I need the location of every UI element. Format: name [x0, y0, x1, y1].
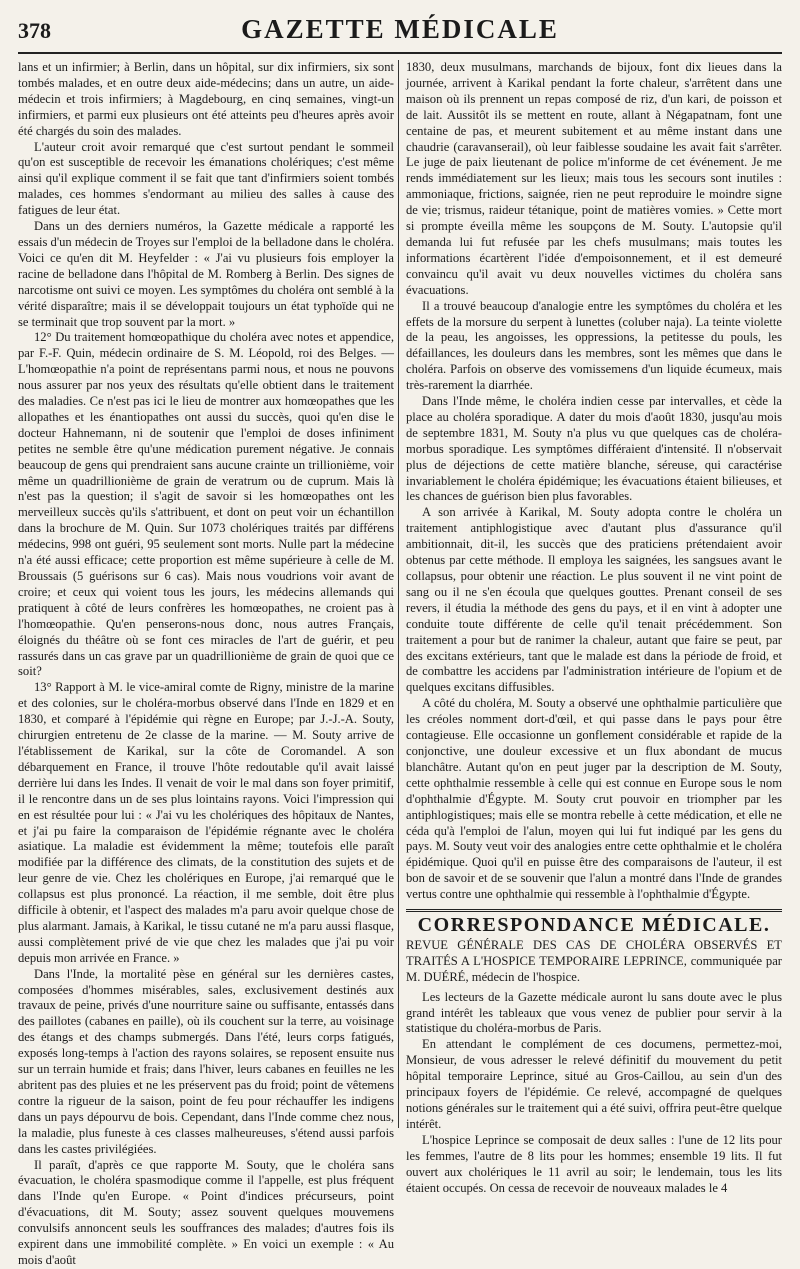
paragraph: 13° Rapport à M. le vice-amiral comte de Rigny, ministre de la marine et des colonies, sur le choléra-morbus observé dans l'Inde en 1829 et en 1830, et comparé à l'épidémie qui règne en Europe; par J.-J.-A. Souty, chirurgien entretenu de 2e classe de la marine. — M. Souty arrive de l'établissement de Karikal, sur la côte de Coromandel. A son débarquement en France, il trouve l'hôte redoutable qu'il avait laissé derrière lui dans les Indes. Il venait de voir le mal dans son foyer primitif, il le rencontre dans un de ses plus lointains rayons. Voici l'impression qui en est résultée pour lui : « J'ai vu les cholériques des hôpitaux de Nantes, et j'ai pu faire la comparaison de l'épidémie régnante avec le choléra asiatique. La maladie est évidemment la même; toutefois elle paraît modifiée par la différence des climats, de la constitution des sujets et de leur genre de vie. Chez les cholériques en Europe, j'ai remarqué que le collapsus est plus prononcé. La réaction, il me semble, doit être plus difficile à obtenir, et l'aspect des malades m'a paru avoir quelque chose de plus alarmant. Jamais, à Karikal, le tissu cutané ne m'a paru aussi flasque, aussi complètement privé de vie que chez les malades que j'ai pu voir depuis mon arrivée en France. » — [18, 680, 394, 965]
page-number: 378 — [18, 18, 51, 43]
paragraph: Dans l'Inde, la mortalité pèse en général sur les dernières castes, composées d'hommes misérables, sales, exclusivement destinés aux travaux de peine, privés d'une nourriture saine ou suffisante, entassés dans des paillotes (cabanes en paille), où ils couchent sur la terre, au voisinage des étangs et des champs submergés. Dans l'été, leurs corps fatigués, exposés long-temps à l'action des rayons solaires, se reposent ensuite nus sur un terrain humide et frais; dans l'hiver, leurs cabanes en feuilles ne les abritent pas des pluies et ne les préservent pas du froid; point de vêtemens contre la rigueur de la saison, point de feu pour réchauffer les indigens dans un pays dépourvu de bois. Cependant, dans l'Inde comme chez nous, la maladie, plus funeste à ces classes malheureuses, s'étend aussi parfois dans les castes privilégiées. — [18, 966, 394, 1156]
page-header — [18, 8, 782, 54]
journal-title: GAZETTE MÉDICALE — [241, 14, 559, 44]
paragraph: A côté du choléra, M. Souty a observé une ophthalmie particulière que les créoles nomment dort-d'œil, et qui passe dans le pays pour être contagieuse. Elle occasionne un gonflement considérable et rapide de la conjonctive, une douleur excessive et un flux abondant de mucus blanchâtre. Autant qu'on en peut juger par la description de M. Souty, cette ophthalmie ressemble à celle qui est connue en Europe sous le nom d'ophthalmie d'Égypte. M. Souty crut pouvoir en triompher par les antiphlogistiques; mais elle se montra rebelle à cette médication, et elle ne céda qu'à l'emploi de l'alun, moyen qui lui fut indiqué par les gens du pays. M. Souty veut voir des analogies entre cette ophthalmie et le choléra épidémique. Quoi qu'il en puisse être des comparaisons de l'auteur, il est bon de savoir et de se souvenir que l'alun a montré dans l'Inde de grandes vertus contre une ophthalmie qui ressemble à l'ophthalmie d'Égypte. — [406, 696, 782, 902]
paragraph: Dans un des derniers numéros, la Gazette médicale a rapporté les essais d'un médecin de Troyes sur l'emploi de la belladone dans le choléra. Voici ce qu'en dit M. Heyfelder : « J'ai vu plusieurs fois employer la racine de belladone dans l'hôpital de M. Romberg à Berlin. Des signes de narcotisme ont suivi ce moyen. Les symptômes du choléra ont semblé à la vérité disparaître; mais il se développait toujours un état typhoïde qui ne se terminait que trop souvent par la mort. » — [18, 219, 394, 329]
paragraph: 12° Du traitement homœopathique du choléra avec notes et appendice, par F.-F. Quin, médecin ordinaire de S. M. Léopold, roi des Belges. — L'homœopathie n'a point de représentans parmi nous, et nous ne pouvons nous assurer par nos yeux des résultats qu'elle obtient dans le traitement des maladies. Ce n'est pas ici le lieu de montrer aux homœopathes que les allopathes et les énantiopathes ont aussi du succès, quoi qu'en dise le docteur Hahnemann, ni de soutenir que l'emploi de doses infiniment petites ne semble être qu'une médication purement négative. Je connais beaucoup de gens qui prendraient sans aucune crainte un trillionième, voir même un quadrillionième de grain de veratrum ou de cuprum. Mais là n'est pas la question; il s'agit de savoir si les homœopathes ont les merveilleux succès qu'ils s'attribuent, et dont on peut voir un échantillon dans la brochure de M. Quin. Sur 1073 cholériques traités par différens médecins, 998 ont guéri, 95 seulement sont morts. Nulle part la médecine n'a été aussi efficace; cette proportion est même supérieure à celle de M. Broussais (5 guérisons sur 6 cas). Mais nous voudrions voir avant de croire; et ceux qui voient tous les jours, les médecins allemands qui pratiquent à côté de leurs confrères les homœopathes, ne croient pas à l'homœopathie. Qu'en penserons-nous donc, nous autres Français, éloignés du théâtre où se font ces miracles de l'art de guérir, et peu rassurés dans un cas grave par un quadrillionième de grain de quoi que ce soit? — [18, 330, 394, 679]
right-column — [406, 60, 782, 1195]
paragraph: A son arrivée à Karikal, M. Souty adopta contre le choléra un traitement antiphlogistique avec d'autant plus d'assurance qu'il ambitionnait, dit-il, les succès que des praticiens prétendaient avoir obtenus par cette méthode. Il employa les saignées, les sangsues avant le collapsus, pour obtenir une réaction. Le plus souvent il ne vint point de sang ou il ne s'en écoula que quelques gouttes. Prenant conseil de ses revers, il étudia la méthode des gens du pays, et il en vint à adopter une conduite toute différente de celle qu'il tenait précédemment. Son traitement a pour but de ranimer la chaleur, autant que faire se peut, par des excitans extérieurs, tant que le malade est dans la période de froid, et de combattre les accidens par l'administration intérieure de l'opium et de quelques excitans diffusibles. — [406, 505, 782, 695]
paragraph: lans et un infirmier; à Berlin, dans un hôpital, sur dix infirmiers, six sont tombés malades, et en outre deux aide-médecins; dans un autre, un aide-médecin et trois infirmiers; à Magdebourg, en cinq semaines, vingt-un infirmiers, et parmi eux plusieurs ont été atteints peu d'heures après avoir été chargés du soin des malades. — [18, 60, 394, 138]
section-subtitle: REVUE GÉNÉRALE DES CAS DE CHOLÉRA OBSERVÉS ET TRAITÉS A L'HOSPICE TEMPORAIRE LEPRINCE, communiquée par M. DUÉRÉ, médecin de l'hospice. — [406, 937, 782, 984]
column-divider — [398, 60, 399, 1128]
section-title: CORRESPONDANCE MÉDICALE. — [417, 914, 771, 937]
paragraph: L'hospice Leprince se composait de deux salles : l'une de 12 lits pour les femmes, l'autre de 8 lits pour les hommes; ensemble 19 lits. Il fut ouvert aux cholériques le 11 avril au soir; le lendemain, tous les lits étaient occupés. On cessa de recevoir de nouveaux malades le 4 — [406, 1132, 782, 1195]
paragraph: Les lecteurs de la Gazette médicale auront lu sans doute avec le plus grand intérêt les tableaux que vous venez de publier pour servir à la statistique du choléra-morbus de Paris. — [406, 989, 782, 1036]
paragraph: En attendant le complément de ces documens, permettez-moi, Monsieur, de vous adresser le relevé définitif du mouvement du petit hôpital temporaire Leprince, situé au Gros-Caillou, au sein d'un des principaux foyers de l'épidémie. Ce relevé, accompagné de quelques notions générales sur le traitement qui a été suivi, offrira peut-être quelque intérêt. — [406, 1037, 782, 1131]
paragraph: Il a trouvé beaucoup d'analogie entre les symptômes du choléra et les effets de la morsure du serpent à lunettes (coluber naja). La teinte violette de la peau, les angoisses, les oppressions, la petitesse du pouls, les défaillances, les douleurs dans les membres, sont les mêmes que dans le choléra. Parfois on observe des vomissemens d'un liquide écumeux, mais très-rarement la diarrhée. — [406, 298, 782, 393]
paragraph: 1830, deux musulmans, marchands de bijoux, font dix lieues dans la journée, arrivent à Karikal pendant la forte chaleur, s'arrêtent dans une maison où ils prennent un repas composé de riz, d'un kari, de poisson et de lait. Aussitôt ils se mettent en route, allant à Négapatnam, font une centaine de pas, et meurent subitement et au même instant dans une chaudrie (caravanserail), où leur faiblesse soudaine les avait fait s'arrêter. Le juge de paix lieutenant de police m'informe de cet événement. Je me rends immédiatement sur les lieux; mais tous les secours sont inutiles : ammoniaque, frictions, saignée, rien ne peut reproduire le moindre signe de vie; trismus, raideur tétanique, point de matières vomies. » Cette mort si prompte éveilla même les soupçons de M. Souty. L'autopsie qu'il demanda lui fut refusée par les chefs musulmans; mais toutes les informations écartèrent l'idée d'empoisonnement, et il est demeuré convaincu qu'il avait vu deux nouvelles victimes du choléra sans évacuations. — [406, 60, 782, 297]
correspondance-section — [406, 909, 782, 1196]
paragraph: L'auteur croit avoir remarqué que c'est surtout pendant le sommeil qu'on est susceptible de recevoir les émanations cholériques; c'est même ainsi qu'il explique comment il se fait que tant d'infirmiers soient tombés malades, ces hommes s'endormant au milieu des salles à cause des fatigues de leur état. — [18, 139, 394, 218]
paragraph: Dans l'Inde même, le choléra indien cesse par intervalles, et cède la place au choléra sporadique. A dater du mois d'août 1830, jusqu'au mois de septembre 1831, M. Souty n'a plus vu que quelques cas de choléra-morbus sporadique. Les symptômes différaient d'intensité. Il n'observait plus de déjections de cette matière blanche, séreuse, qui caractérise invariablement le choléra épidémique; les évacuations étaient bilieuses, et les chances de guérison bien plus favorables. — [406, 394, 782, 504]
paragraph: Il paraît, d'après ce que rapporte M. Souty, que le choléra sans évacuation, le choléra spasmodique comme il l'appelle, est plus fréquent dans l'Inde qu'en Europe. « Point d'indices précurseurs, point d'évacuations, dit M. Souty; assez souvent quelques mouvemens convulsifs annoncent seuls les souffrances des malades; d'autres fois ils expirent dans une immobilité complète. » En voici un exemple : « Au mois d'août — [18, 1157, 394, 1267]
left-column — [18, 60, 394, 1267]
